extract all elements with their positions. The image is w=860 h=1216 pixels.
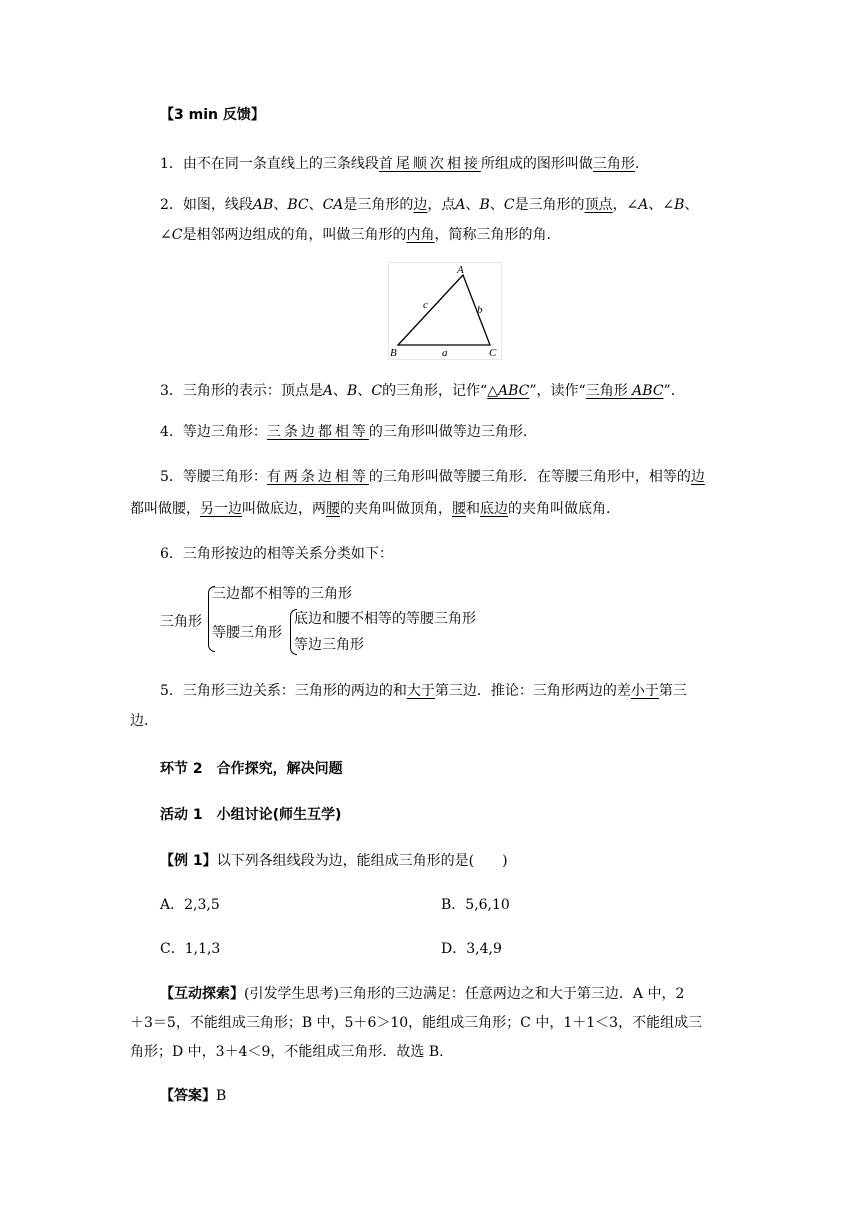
option-a: A．2,3,5 — [160, 897, 220, 913]
side-label-c: c — [423, 299, 428, 311]
option-b: B．5,6,10 — [441, 897, 510, 913]
explore-line-3: 角形；D 中，3＋4＜9，不能组成三角形．故选 B. — [130, 1044, 444, 1060]
definition-isosceles: 5．等腰三角形：有两条边相等的三角形叫做等腰三角形．在等腰三角形中，相等的边 — [160, 469, 705, 485]
answer: 【答案】B — [160, 1088, 227, 1104]
feedback-heading: 【3 min 反馈】 — [160, 107, 265, 123]
triangle-inequality-cont: 边. — [130, 713, 149, 729]
vertex-label-b: B — [390, 347, 397, 359]
definition-triangle: 1．由不在同一条直线上的三条线段首尾顺次相接所组成的图形叫做三角形. — [160, 156, 640, 172]
triangle-inequality: 5．三角形三边关系：三角形的两边的和大于第三边．推论：三角形两边的差小于第三 — [160, 683, 687, 699]
vertex-label-c: C — [489, 347, 497, 359]
triangle-notation: 3．三角形的表示：顶点是A、B、C的三角形，记作“△ABC”，读作“三角形 ABC”. — [160, 383, 676, 399]
class-scalene: 三边都不相等的三角形 — [212, 586, 352, 602]
class-equilateral: 等边三角形 — [294, 637, 364, 653]
definition-equilateral: 4．等边三角形：三条边都相等的三角形叫做等边三角形. — [160, 424, 528, 440]
definition-isosceles-cont: 都叫做腰，另一边叫做底边，两腰的夹角叫做顶角，腰和底边的夹角叫做底角. — [130, 501, 611, 517]
option-d: D．3,4,9 — [441, 941, 502, 957]
vertex-label-a: A — [457, 264, 464, 276]
explore-line-1: 【互动探索】(引发学生思考)三角形的三边满足：任意两边之和大于第三边．A 中，2 — [160, 986, 685, 1002]
class-isosceles: 等腰三角形 — [212, 625, 282, 641]
option-c: C．1,1,3 — [160, 941, 221, 957]
section-heading: 环节 2 合作探究，解决问题 — [160, 761, 343, 777]
triangle-figure — [388, 262, 502, 360]
definition-sides-vertices: 2．如图，线段AB、BC、CA是三角形的边，点A、B、C是三角形的顶点，∠A、∠B、 — [160, 197, 699, 213]
explore-line-2: ＋3＝5，不能组成三角形；B 中，5＋6＞10，能组成三角形；C 中，1＋1＜3，不能组成三 — [130, 1015, 703, 1031]
side-label-b: b — [477, 304, 483, 316]
side-label-a: a — [442, 347, 448, 359]
definition-interior-angles: ∠C是相邻两边组成的角，叫做三角形的内角，简称三角形的角. — [160, 227, 551, 243]
example-question: 【例 1】以下列各组线段为边，能组成三角形的是( ) — [160, 853, 508, 869]
classification-intro: 6．三角形按边的相等关系分类如下： — [160, 546, 393, 562]
class-isosceles-nonequilateral: 底边和腰不相等的等腰三角形 — [294, 611, 476, 627]
class-root: 三角形 — [160, 614, 202, 630]
activity-heading: 活动 1 小组讨论(师生互学) — [160, 807, 342, 823]
